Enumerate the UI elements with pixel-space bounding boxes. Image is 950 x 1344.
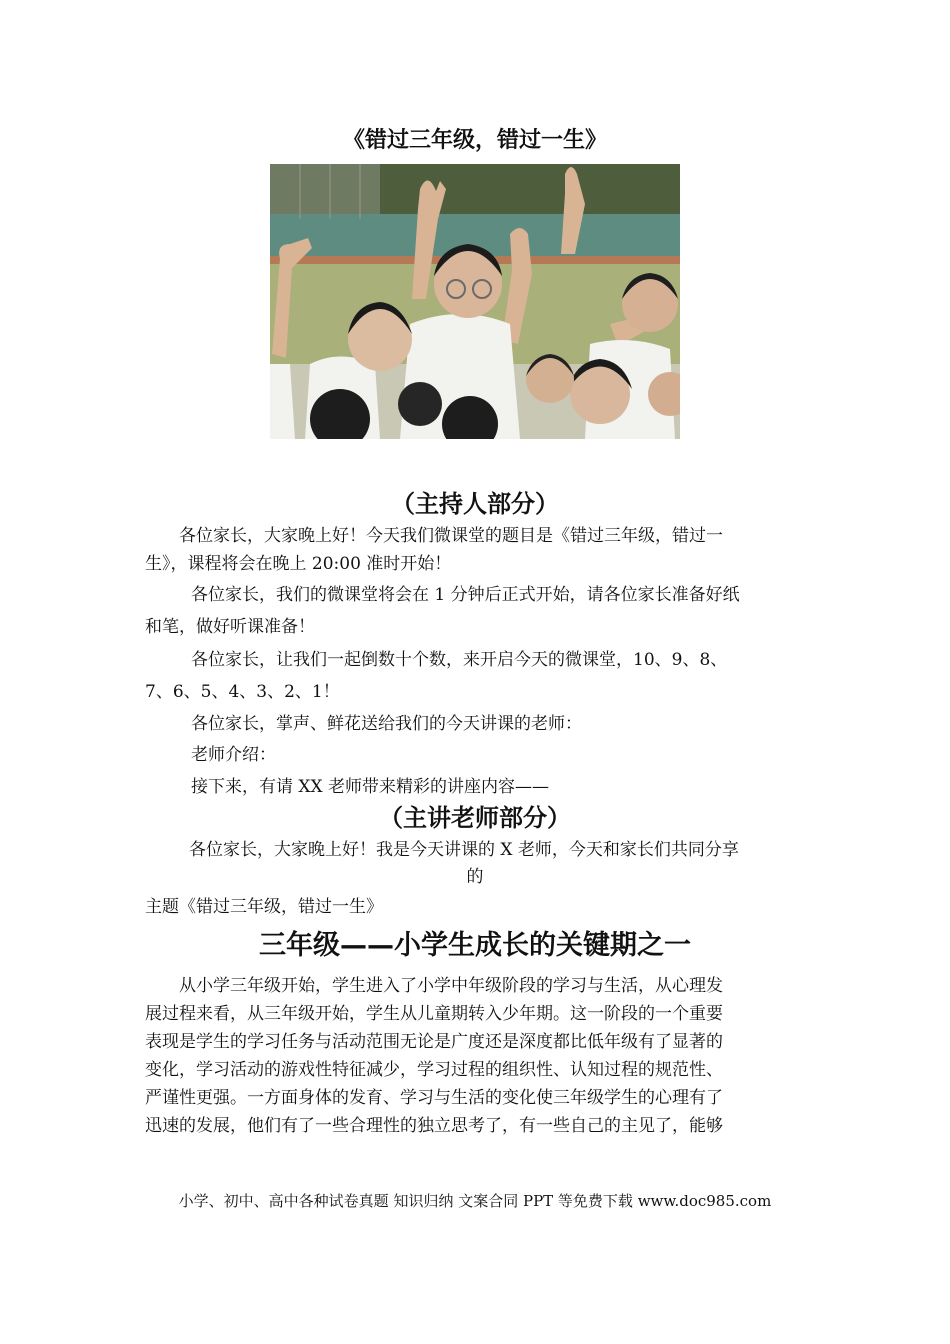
host-section-heading: （主持人部分） <box>391 490 559 518</box>
teacher-line-3: 主题《错过三年级，错过一生》 <box>145 897 383 917</box>
body-line-1: 从小学三年级开始，学生进入了小学中年级阶段的学习与生活，从心理发 <box>179 976 723 996</box>
host-line-4: 和笔，做好听课准备！ <box>145 617 315 637</box>
host-line-3: 各位家长，我们的微课堂将会在 1 分钟后正式开始，请各位家长准备好纸 <box>191 585 740 605</box>
body-line-6: 迅速的发展，他们有了一些合理性的独立思考了，有一些自己的主见了，能够 <box>145 1116 723 1136</box>
body-line-5: 严谨性更强。一方面身体的发育、学习与生活的变化使三年级学生的心理有了 <box>145 1088 723 1108</box>
host-line-8: 老师介绍： <box>191 745 276 765</box>
teacher-line-2: 的 <box>466 867 484 887</box>
host-line-1: 各位家长，大家晚上好！今天我们微课堂的题目是《错过三年级，错过一 <box>179 526 723 546</box>
body-line-4: 变化，学习活动的游戏性特征减少，学习过程的组织性、认知过程的规范性、 <box>145 1060 723 1080</box>
teacher-line-1: 各位家长，大家晚上好！我是今天讲课的 X 老师，今天和家长们共同分享 <box>189 840 739 860</box>
host-line-5: 各位家长，让我们一起倒数十个数，来开启今天的微课堂，10、9、8、 <box>191 650 728 670</box>
body-line-2: 展过程来看，从三年级开始，学生从儿童期转入少年期。这一阶段的一个重要 <box>145 1004 723 1024</box>
host-line-7: 各位家长，掌声、鲜花送给我们的今天讲课的老师： <box>191 714 582 734</box>
page-footer: 小学、初中、高中各种试卷真题 知识归纳 文案合同 PPT 等免费下载 www.doc985.com <box>178 1192 772 1210</box>
host-line-2: 生》，课程将会在晚上 20:00 准时开始！ <box>145 554 452 574</box>
main-section-heading: 三年级——小学生成长的关键期之一 <box>259 930 691 961</box>
teacher-section-heading: （主讲老师部分） <box>379 804 571 832</box>
document-title: 《错过三年级，错过一生》 <box>342 128 607 153</box>
host-line-9: 接下来，有请 XX 老师带来精彩的讲座内容—— <box>191 777 550 797</box>
host-line-6: 7、6、5、4、3、2、1！ <box>145 682 340 702</box>
body-line-3: 表现是学生的学习任务与活动范围无论是广度还是深度都比低年级有了显著的 <box>145 1032 723 1052</box>
children-photo <box>270 164 680 439</box>
